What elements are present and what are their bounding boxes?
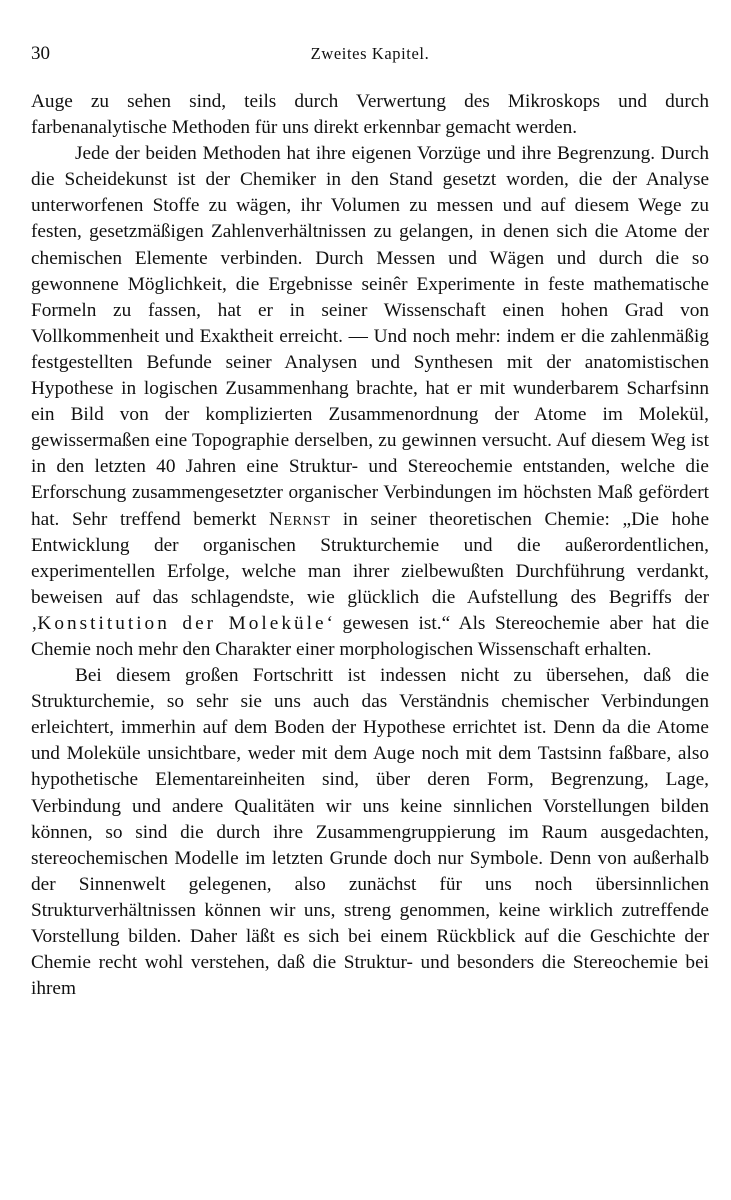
emphasized-text: Konstitution der Moleküle <box>37 612 327 634</box>
paragraph <box>31 663 709 1002</box>
body-text <box>31 89 709 1002</box>
paragraph <box>31 89 709 141</box>
text-run: Auge zu sehen sind, teils durch Verwertung des Mikroskops und durch farbenanalytische Methoden für uns direkt erkennbar gemacht werden. <box>31 91 709 139</box>
text-run: Jede der beiden Methoden hat ihre eigenen Vorzüge und ihre Begrenzung. Durch die Scheidekunst ist der Chemiker in den Stand gesetzt worden, die der Analyse unterworfenen Stoffe zu wägen, ihr Volumen zu messen und auf diesem Wege zu festen, gesetzmäßigen Zahlenverhältnissen zu gelangen, in denen sich die Atome der chemischen Elemente verbinden. Durch Messen und Wägen und durch die so gewonnene Möglichkeit, die Ergebnisse seinêr Experimente in feste mathematische Formeln zu fassen, hat er in seiner Wissenschaft einen hohen Grad von Vollkommenheit und Exaktheit erreicht. — Und noch mehr: indem er die zahlenmäßig festgestellten Befunde seiner Analysen und Synthesen mit der anatomistischen Hypothese in logischen Zusammenhang brachte, hat er mit wunderbarem Scharfsinn ein Bild von der komplizierten Zusammenordnung der Atome im Molekül, gewissermaßen eine Topographie derselben, zu gewinnen versucht. Auf diesem Weg ist in den letzten 40 Jahren eine Struktur- und Stereochemie entstanden, welche die Erforschung zusammengesetzter organischer Verbindungen im höchsten Maß gefördert hat. Sehr treffend bemerkt <box>31 143 709 530</box>
page-number: 30 <box>31 43 50 64</box>
page-header <box>31 42 709 66</box>
text-run: Bei diesem großen Fortschritt ist indessen nicht zu übersehen, daß die Strukturchemie, so sehr sie uns auch das Verständnis chemischer Verbindungen erleichtert, immerhin auf dem Boden der Hypothese errichtet ist. Denn da die Atome und Moleküle unsichtbare, weder mit dem Auge noch mit dem Tastsinn faßbare, also hypothetische Elementareinheiten sind, über deren Form, Begrenzung, Lage, Verbindung und andere Qualitäten wir uns keine sinnlichen Vorstellungen bilden können, so sind die durch ihre Zusammengruppierung im Raum ausgedachten, stereochemischen Modelle im letzten Grunde doch nur Symbole. Denn von außerhalb der Sinnenwelt gelegenen, also zunächst für uns noch übersinnlichen Strukturverhältnissen können wir uns, streng genommen, keine wirklich zutreffende Vorstellung bilden. Daher läßt es sich bei einem Rückblick auf die Geschichte der Chemie recht wohl verstehen, daß die Struktur- und besonders die Stereochemie bei ihrem <box>31 665 709 1000</box>
paragraph <box>31 141 709 663</box>
running-head: Zweites Kapitel. <box>310 44 430 63</box>
text-run: ‘ gewesen ist.“ Als Stereochemie aber hat die Chemie noch mehr den Charakter einer morphologischen Wissenschaft erhalten. <box>31 612 710 660</box>
text-run: in seiner theoretischen Chemie: „Die hohe Entwicklung der organischen Strukturchemie und die außerordentlichen, experimentellen Erfolge, welche man ihrer zielbewußten Durchführung verdankt, beweisen auf das schlagendste, wie glücklich die Aufstellung des Begriffs der ‚ <box>31 508 709 634</box>
author-name: Nernst <box>269 508 331 530</box>
